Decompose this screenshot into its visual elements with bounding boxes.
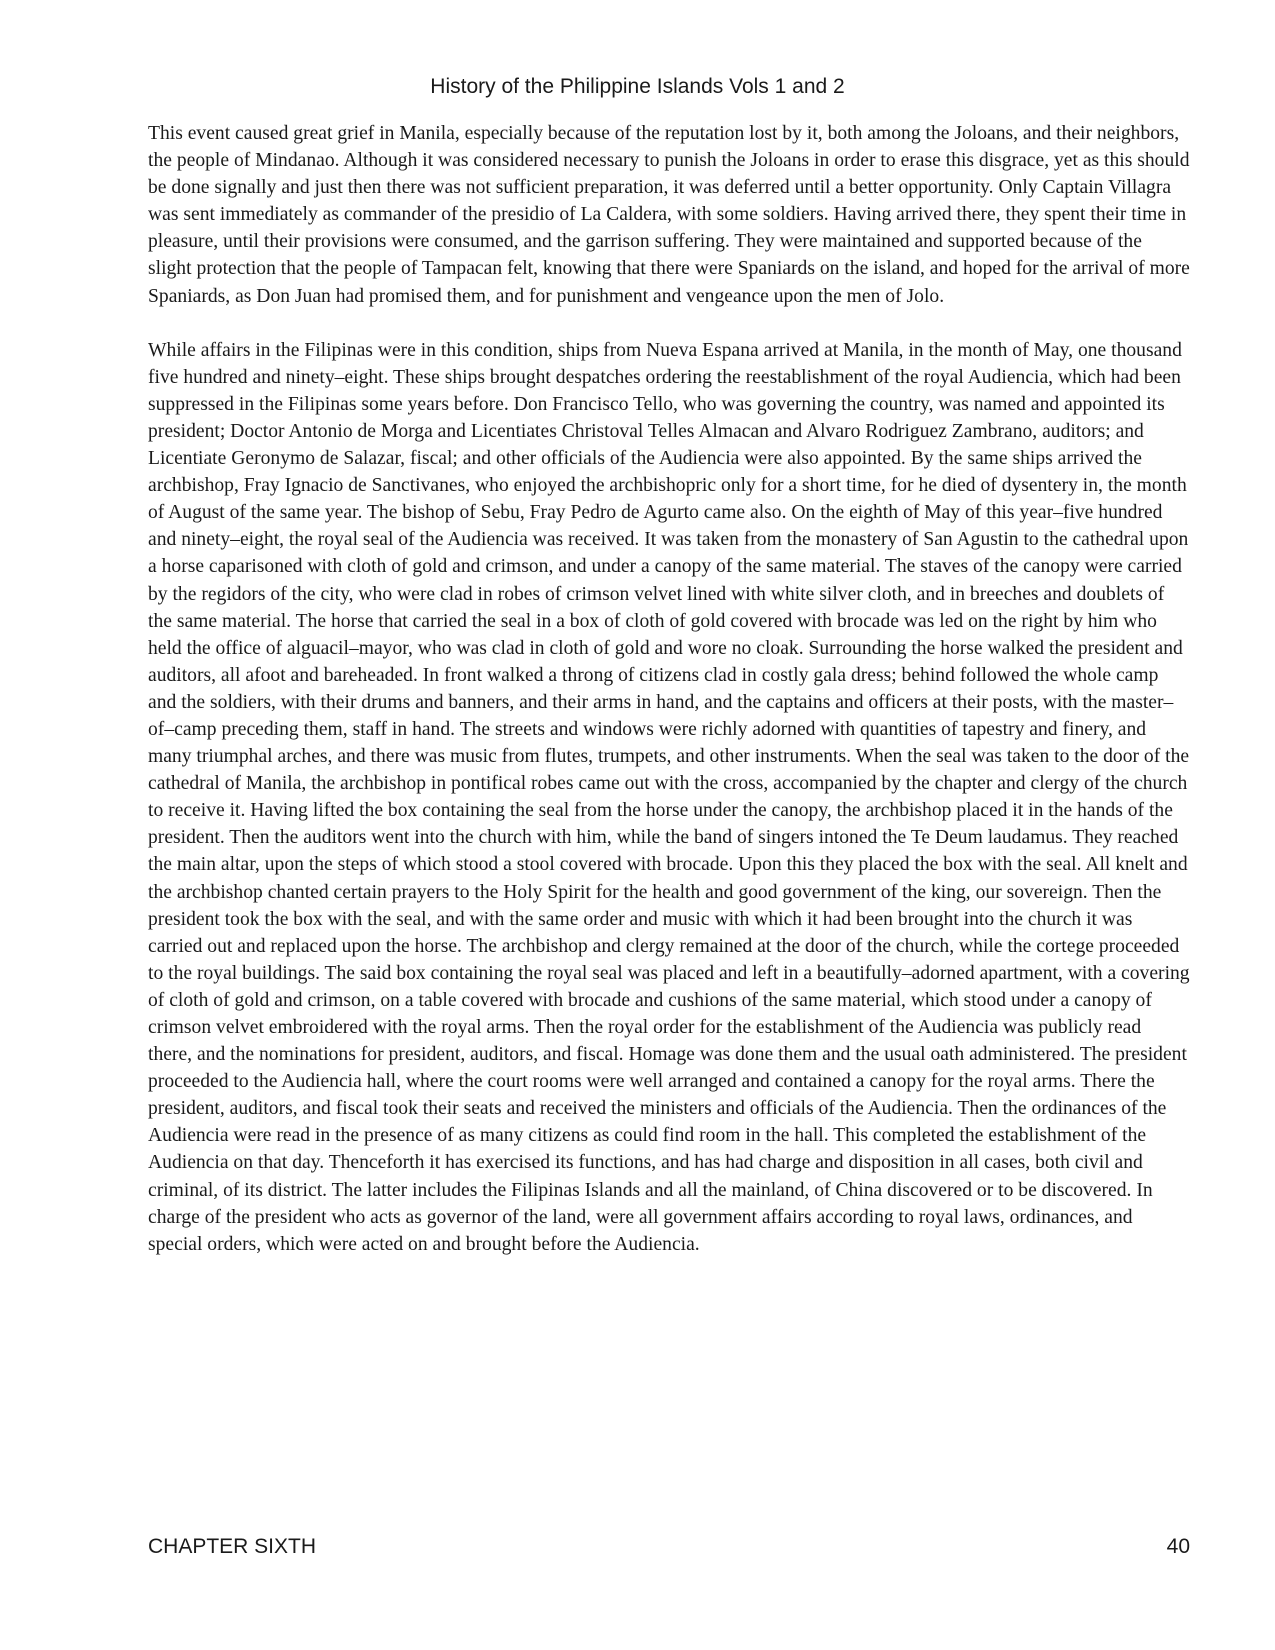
book-title: History of the Philippine Islands Vols 1 and 2 <box>430 75 845 98</box>
paragraph-2: While affairs in the Filipinas were in this condition, ships from Nueva Espana arrived at Manila, in the month of May, one thousand five hundred and ninety–eight. These ships brought despatches ordering the reestablishment of the royal Audiencia, which had been suppressed in the Filipinas some years before. Don Francisco Tello, who was governing the country, was named and appointed its president; Doctor Antonio de Morga and Licentiates Christoval Telles Almacan and Alvaro Rodriguez Zambrano, auditors; and Licentiate Geronymo de Salazar, fiscal; and other officials of the Audiencia were also appointed. By the same ships arrived the archbishop, Fray Ignacio de Sanctivanes, who enjoyed the archbishopric only for a short time, for he died of dysentery in, the month of August of the same year. The bishop of Sebu, Fray Pedro de Agurto came also. On the eighth of May of this year–five hundred and ninety–eight, the royal seal of the Audiencia was received. It was taken from the monastery of San Agustin to the cathedral upon a horse caparisoned with cloth of gold and crimson, and under a canopy of the same material. The staves of the canopy were carried by the regidors of the city, who were clad in robes of crimson velvet lined with white silver cloth, and in breeches and doublets of the same material. The horse that carried the seal in a box of cloth of gold covered with brocade was led on the right by him who held the office of alguacil–mayor, who was clad in cloth of gold and wore no cloak. Surrounding the horse walked the president and auditors, all afoot and bareheaded. In front walked a throng of citizens clad in costly gala dress; behind followed the whole camp and the soldiers, with their drums and banners, and their arms in hand, and the captains and officers at their posts, with the master–of–camp preceding them, staff in hand. The streets and windows were richly adorned with quantities of tapestry and finery, and many triumphal arches, and there was music from flutes, trumpets, and other instruments. When the seal was taken to the door of the cathedral of Manila, the archbishop in pontifical robes came out with the cross, accompanied by the chapter and clergy of the church to receive it. Having lifted the box containing the seal from the horse under the canopy, the archbishop placed it in the hands of the president. Then the auditors went into the church with him, while the band of singers intoned the Te Deum laudamus. They reached the main altar, upon the steps of which stood a stool covered with brocade. Upon this they placed the box with the seal. All knelt and the archbishop chanted certain prayers to the Holy Spirit for the health and good government of the king, our sovereign. Then the president took the box with the seal, and with the same order and music with which it had been brought into the church it was carried out and replaced upon the horse. The archbishop and clergy remained at the door of the church, while the cortege proceeded to the royal buildings. The said box containing the royal seal was placed and left in a beautifully–adorned apartment, with a covering of cloth of gold and crimson, on a table covered with brocade and cushions of the same material, which stood under a canopy of crimson velvet embroidered with the royal arms. Then the royal order for the establishment of the Audiencia was publicly read there, and the nominations for president, auditors, and fiscal. Homage was done them and the usual oath administered. The president proceeded to the Audiencia hall, where the court rooms were well arranged and contained a canopy for the royal arms. There the president, auditors, and fiscal took their seats and received the ministers and officials of the Audiencia. Then the ordinances of the Audiencia were read in the presence of as many citizens as could find room in the hall. This completed the establishment of the Audiencia on that day. Thenceforth it has exercised its functions, and has had charge and disposition in all cases, both civil and criminal, of its district. The latter includes the Filipinas Islands and all the mainland, of China discovered or to be discovered. In charge of the president who acts as governor of the land, were all government affairs according to royal laws, ordinances, and special orders, which were acted on and brought before the Audiencia. <box>148 339 1190 1255</box>
page-footer <box>148 1533 1190 1561</box>
chapter-title: CHAPTER SIXTH <box>148 1535 317 1558</box>
body-text <box>148 120 1190 1258</box>
page-number: 40 <box>1166 1535 1190 1558</box>
paragraph-1: This event caused great grief in Manila, especially because of the reputation lost by it, both among the Joloans, and their neighbors, the people of Mindanao. Although it was considered necessary to punish the Joloans in order to erase this disgrace, yet as this should be done signally and just then there was not sufficient preparation, it was deferred until a better opportunity. Only Captain Villagra was sent immediately as commander of the presidio of La Caldera, with some soldiers. Having arrived there, they spent their time in pleasure, until their provisions were consumed, and the garrison suffering. They were maintained and supported because of the slight protection that the people of Tampacan felt, knowing that there were Spaniards on the island, and hoped for the arrival of more Spaniards, as Don Juan had promised them, and for punishment and vengeance upon the men of Jolo. <box>148 123 1190 307</box>
page-header <box>0 74 1275 100</box>
